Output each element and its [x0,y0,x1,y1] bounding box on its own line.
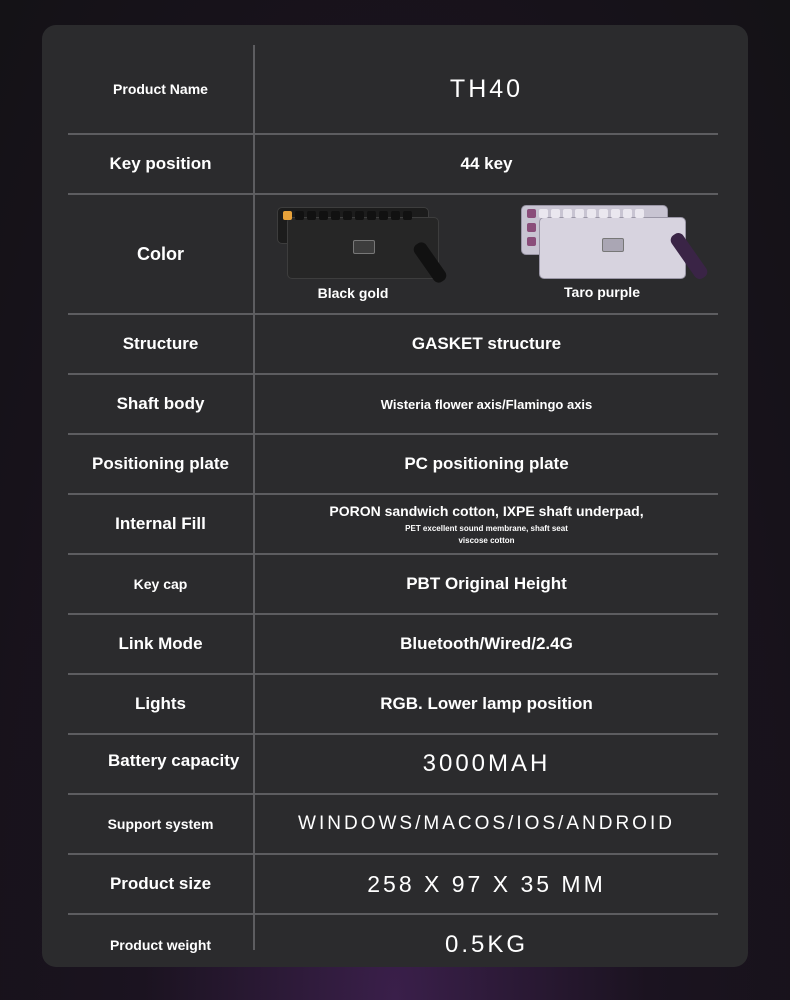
value-color [255,195,718,313]
value-shaft-body [255,375,718,433]
color-option-taro-purple: Taro purple [564,284,640,300]
row-positioning-plate [68,435,718,495]
row-shaft-body [68,375,718,435]
shaft-body-text: Wisteria flower axis/Flamingo axis [380,396,593,412]
product-name-text: TH40 [449,74,524,103]
keyboard-image-black-gold [273,195,473,315]
label-structure: Structure [122,334,199,353]
positioning-plate-text: PC positioning plate [404,454,569,473]
lights-text: RGB. Lower lamp position [380,694,593,713]
row-key-cap [68,555,718,615]
value-battery-capacity [255,735,718,793]
internal-fill-sub-1: PET excellent sound membrane, shaft seat [405,524,568,533]
row-product-name [68,45,718,135]
label-product-name: Product Name [113,81,208,97]
value-product-name [255,45,718,133]
support-system-text: WINDOWS/MACOS/IOS/ANDROID [298,813,675,834]
label-support-system: Support system [107,816,214,832]
label-color: Color [137,243,184,264]
row-color [68,195,718,315]
value-key-cap [255,555,718,613]
label-shaft-body: Shaft body [116,394,205,413]
value-lights [255,675,718,733]
value-structure [255,315,718,373]
row-support-system [68,795,718,855]
color-option-black-gold: Black gold [317,285,389,301]
label-positioning-plate: Positioning plate [92,454,229,473]
product-weight-text: 0.5KG [444,931,529,958]
value-product-weight [255,915,718,975]
label-internal-fill: Internal Fill [115,514,206,533]
key-position-text: 44 key [460,154,513,173]
row-link-mode [68,615,718,675]
label-battery-capacity: Battery capacity [108,751,240,770]
row-product-size [68,855,718,915]
label-product-weight: Product weight [109,937,212,953]
row-structure [68,315,718,375]
row-key-position [68,135,718,195]
keyboard-image-taro-purple [517,195,717,315]
value-product-size [255,855,718,913]
value-positioning-plate [255,435,718,493]
product-size-text: 258 X 97 X 35 MM [367,870,606,897]
label-lights: Lights [135,694,186,713]
row-product-weight [68,915,718,975]
label-key-position: Key position [109,154,212,173]
label-link-mode: Link Mode [118,634,203,653]
spec-card [42,25,748,967]
internal-fill-text: PORON sandwich cotton, IXPE shaft underpad, [329,503,644,519]
row-battery-capacity [68,735,718,795]
label-key-cap: Key cap [133,576,188,592]
battery-capacity-text: 3000MAH [422,750,551,777]
row-internal-fill [68,495,718,555]
link-mode-text: Bluetooth/Wired/2.4G [400,634,573,653]
value-link-mode [255,615,718,673]
internal-fill-sub-2: viscose cotton [458,536,515,545]
label-product-size: Product size [109,874,212,893]
value-support-system [255,795,718,853]
value-key-position [255,135,718,193]
value-internal-fill [255,495,718,553]
row-lights [68,675,718,735]
structure-text: GASKET structure [411,334,562,353]
key-cap-text: PBT Original Height [406,574,567,593]
